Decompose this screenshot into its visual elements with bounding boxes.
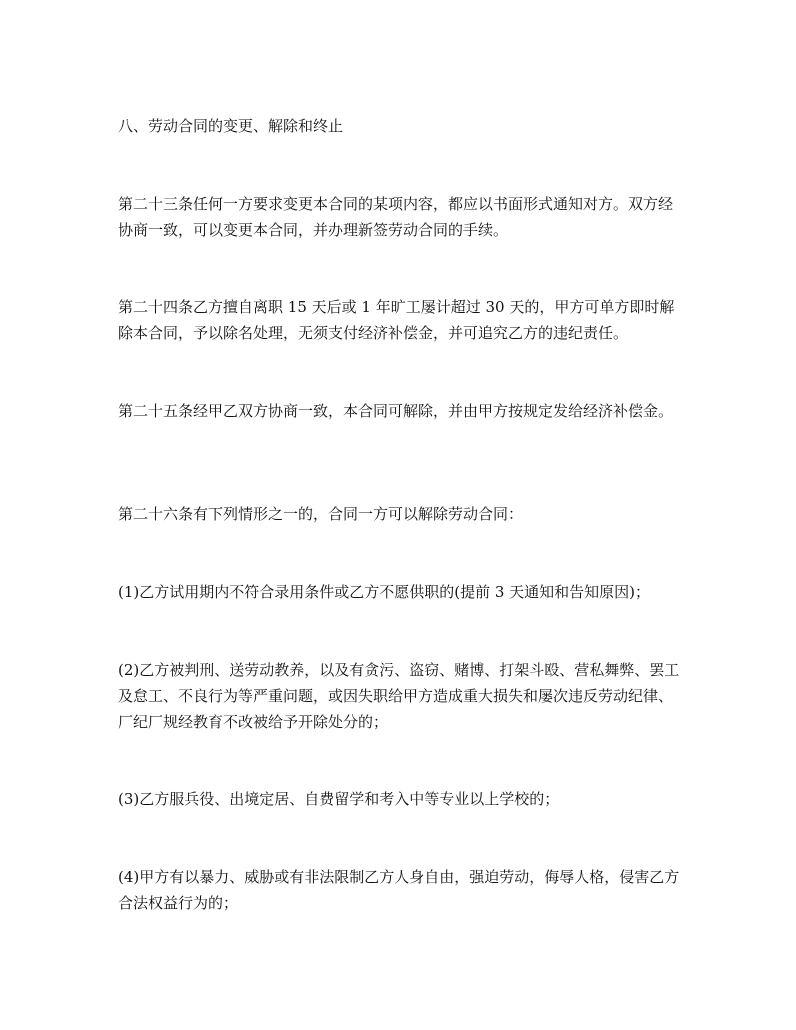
section-heading: 八、劳动合同的变更、解除和终止	[118, 117, 344, 135]
article-25-paragraph: 第二十五条经甲乙双方协商一致，本合同可解除，并由甲方按规定发给经济补偿金。	[118, 402, 674, 420]
list-item-3: (3)乙方服兵役、出境定居、自费留学和考入中等专业以上学校的；	[118, 790, 560, 808]
article-26-paragraph: 第二十六条有下列情形之一的，合同一方可以解除劳动合同：	[118, 505, 524, 523]
list-item-4: (4)甲方有以暴力、威胁或有非法限制乙方人身自由，强迫劳动，侮辱人格，侵害乙方合法权益行为的；	[118, 868, 680, 912]
list-item-2: (2)乙方被判刑、送劳动教养，以及有贪污、盗窃、赌博、打架斗殴、营私舞弊、罢工及怠工、不良行为等严重问题，或因失职给甲方造成重大损失和屡次违反劳动纪律、厂纪厂规经教育不改被给予开除处分的；	[118, 661, 680, 731]
article-24-paragraph: 第二十四条乙方擅自离职 15 天后或 1 年旷工屡计超过 30 天的，甲方可单方即时解除本合同，予以除名处理，无须支付经济补偿金，并可追究乙方的违纪责任。	[118, 298, 675, 342]
list-item-1: (1)乙方试用期内不符合录用条件或乙方不愿供职的(提前 3 天通知和告知原因)；	[118, 583, 651, 601]
article-23-paragraph: 第二十三条任何一方要求变更本合同的某项内容，都应以书面形式通知对方。双方经协商一致，可以变更本合同，并办理新签劳动合同的手续。	[118, 195, 674, 239]
